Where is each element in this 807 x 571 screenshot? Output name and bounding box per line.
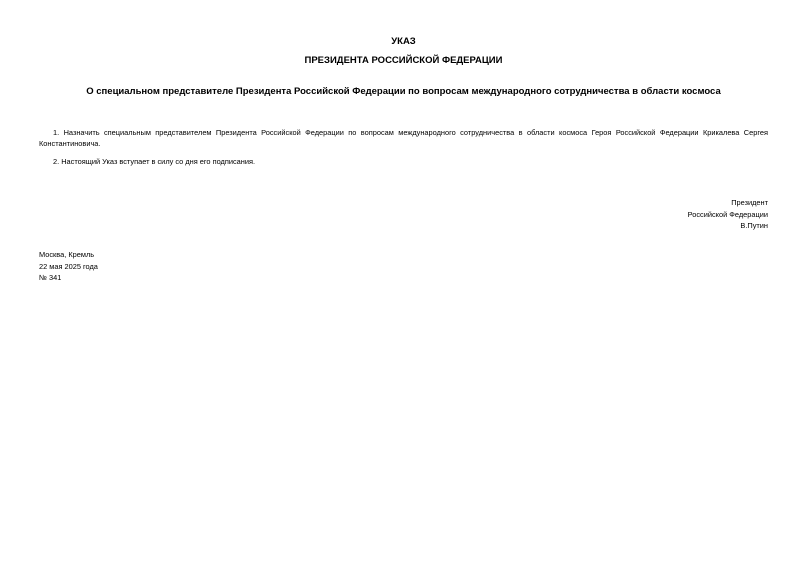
paragraph-1: 1. Назначить специальным представителем Президента Российской Федерации по вопросам международного сотрудничества в области космоса Героя Российской Федерации Крикалева Сергея Константиновича. — [39, 128, 768, 149]
signature-country: Российской Федерации — [687, 209, 768, 219]
signature-name: В.Путин — [740, 221, 768, 230]
signature-title: Президент — [731, 198, 768, 207]
decree-issuer: ПРЕЗИДЕНТА РОССИЙСКОЙ ФЕДЕРАЦИИ — [304, 55, 503, 66]
paragraph-2: 2. Настоящий Указ вступает в силу со дня его подписания. — [53, 157, 256, 166]
decree-subject: О специальном представителе Президента Российской Федерации по вопросам международного сотрудничества в области космоса — [86, 86, 721, 97]
place-date-block — [39, 249, 98, 284]
signing-place: Москва, Кремль — [39, 250, 95, 259]
decree-title: УКАЗ — [391, 36, 416, 47]
decree-number: № 341 — [39, 273, 62, 282]
signing-date: 22 мая 2025 года — [39, 261, 98, 271]
signature-block — [688, 197, 768, 232]
